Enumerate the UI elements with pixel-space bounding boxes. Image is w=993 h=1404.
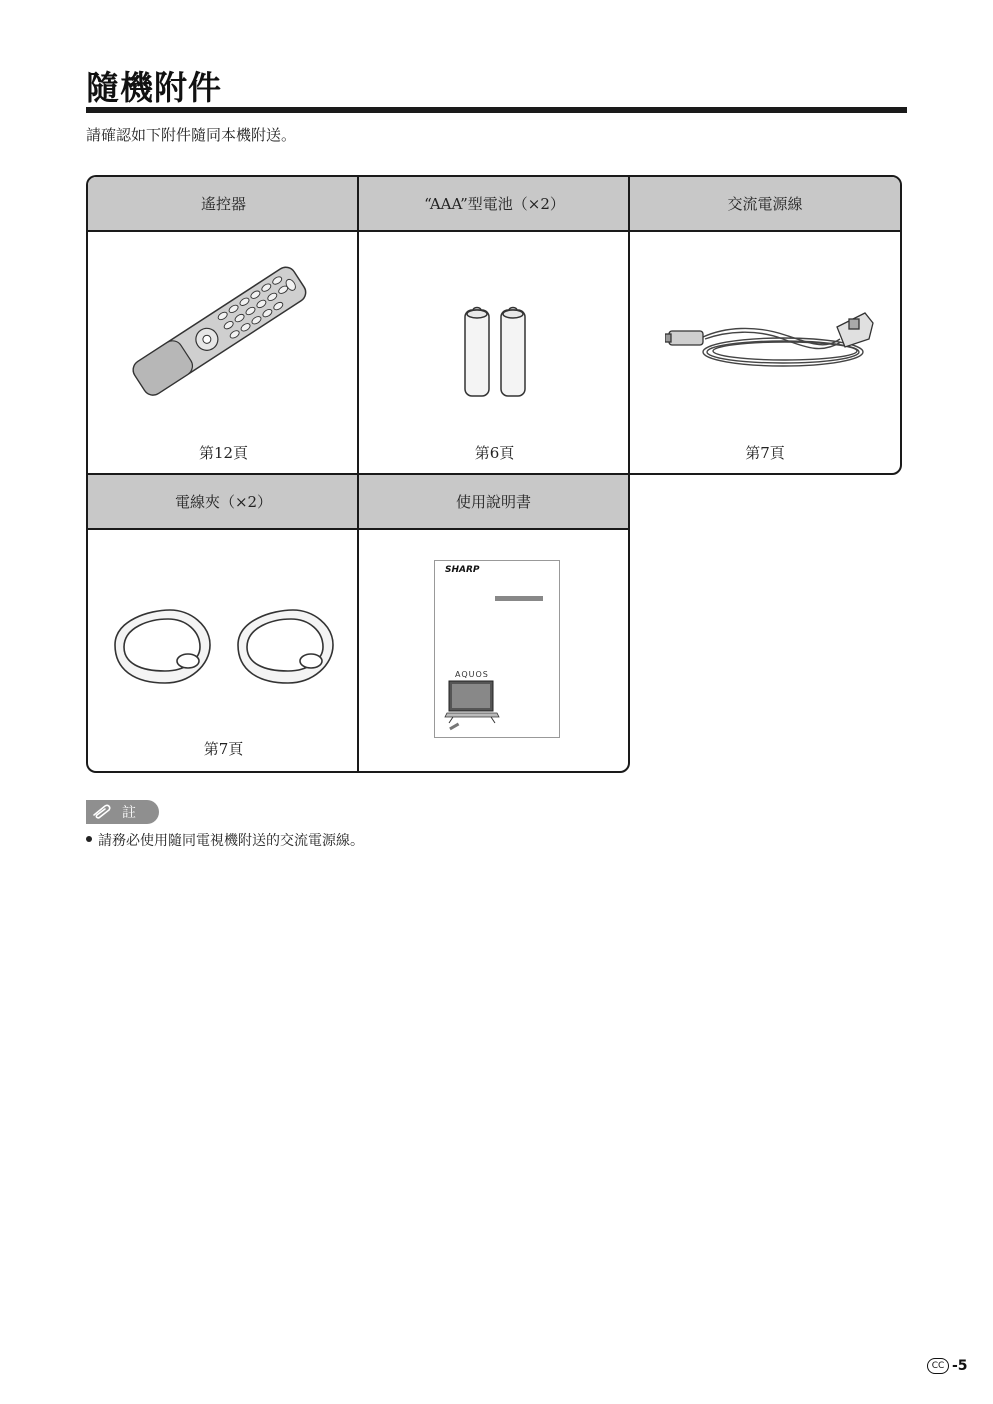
- accessory-cell-remote: [86, 175, 359, 475]
- paperclip-icon: [91, 803, 117, 821]
- manual-cover-image: [434, 560, 560, 738]
- accessory-page-ref: 第12頁: [198, 444, 249, 462]
- accessory-page-ref: 第6頁: [474, 444, 515, 462]
- accessory-name: 電線夾（×2）: [174, 493, 273, 511]
- accessory-name: 使用說明書: [455, 493, 531, 511]
- accessories-grid: [86, 175, 902, 775]
- note-badge: [86, 800, 159, 824]
- note-label: 註: [122, 805, 136, 821]
- ac-cord-image: [665, 297, 875, 377]
- manual-brand-logo: SHARP: [445, 565, 480, 575]
- intro-text: 請確認如下附件隨同本機附送。: [86, 126, 297, 144]
- page-number-text: -5: [952, 1358, 968, 1374]
- note-text-content: 請務必使用隨同電視機附送的交流電源線。: [98, 833, 364, 849]
- accessory-header: [359, 177, 630, 232]
- note-text: [86, 830, 364, 850]
- accessory-page-ref: 第7頁: [203, 740, 244, 758]
- page-number: [927, 1358, 968, 1374]
- accessory-header: [88, 475, 359, 530]
- manual-title-bar: [495, 596, 543, 601]
- accessory-cell-ac-cord: [628, 175, 902, 475]
- accessory-page-ref: 第7頁: [745, 444, 785, 462]
- accessory-cell-batteries: [357, 175, 630, 475]
- cc-language-icon: CC: [927, 1358, 949, 1374]
- accessory-cell-cable-clamps: [86, 473, 359, 773]
- remote-control-image: [123, 257, 318, 407]
- accessory-header: [630, 177, 900, 232]
- bullet-icon: [86, 836, 92, 842]
- accessory-name: 交流電源線: [727, 195, 803, 213]
- accessory-name: 遙控器: [200, 195, 246, 213]
- accessory-header: [359, 475, 628, 530]
- manual-tv-icon: [443, 679, 503, 735]
- accessory-header: [88, 177, 359, 232]
- accessory-cell-manual: [357, 473, 630, 773]
- cable-clamps-image: [110, 605, 342, 690]
- accessory-name: “AAA”型電池（×2）: [424, 195, 565, 213]
- title-rule: [86, 107, 907, 113]
- page-title: 隨機附件: [86, 68, 222, 107]
- batteries-image: [459, 302, 531, 402]
- manual-product-logo: AQUOS: [455, 670, 489, 679]
